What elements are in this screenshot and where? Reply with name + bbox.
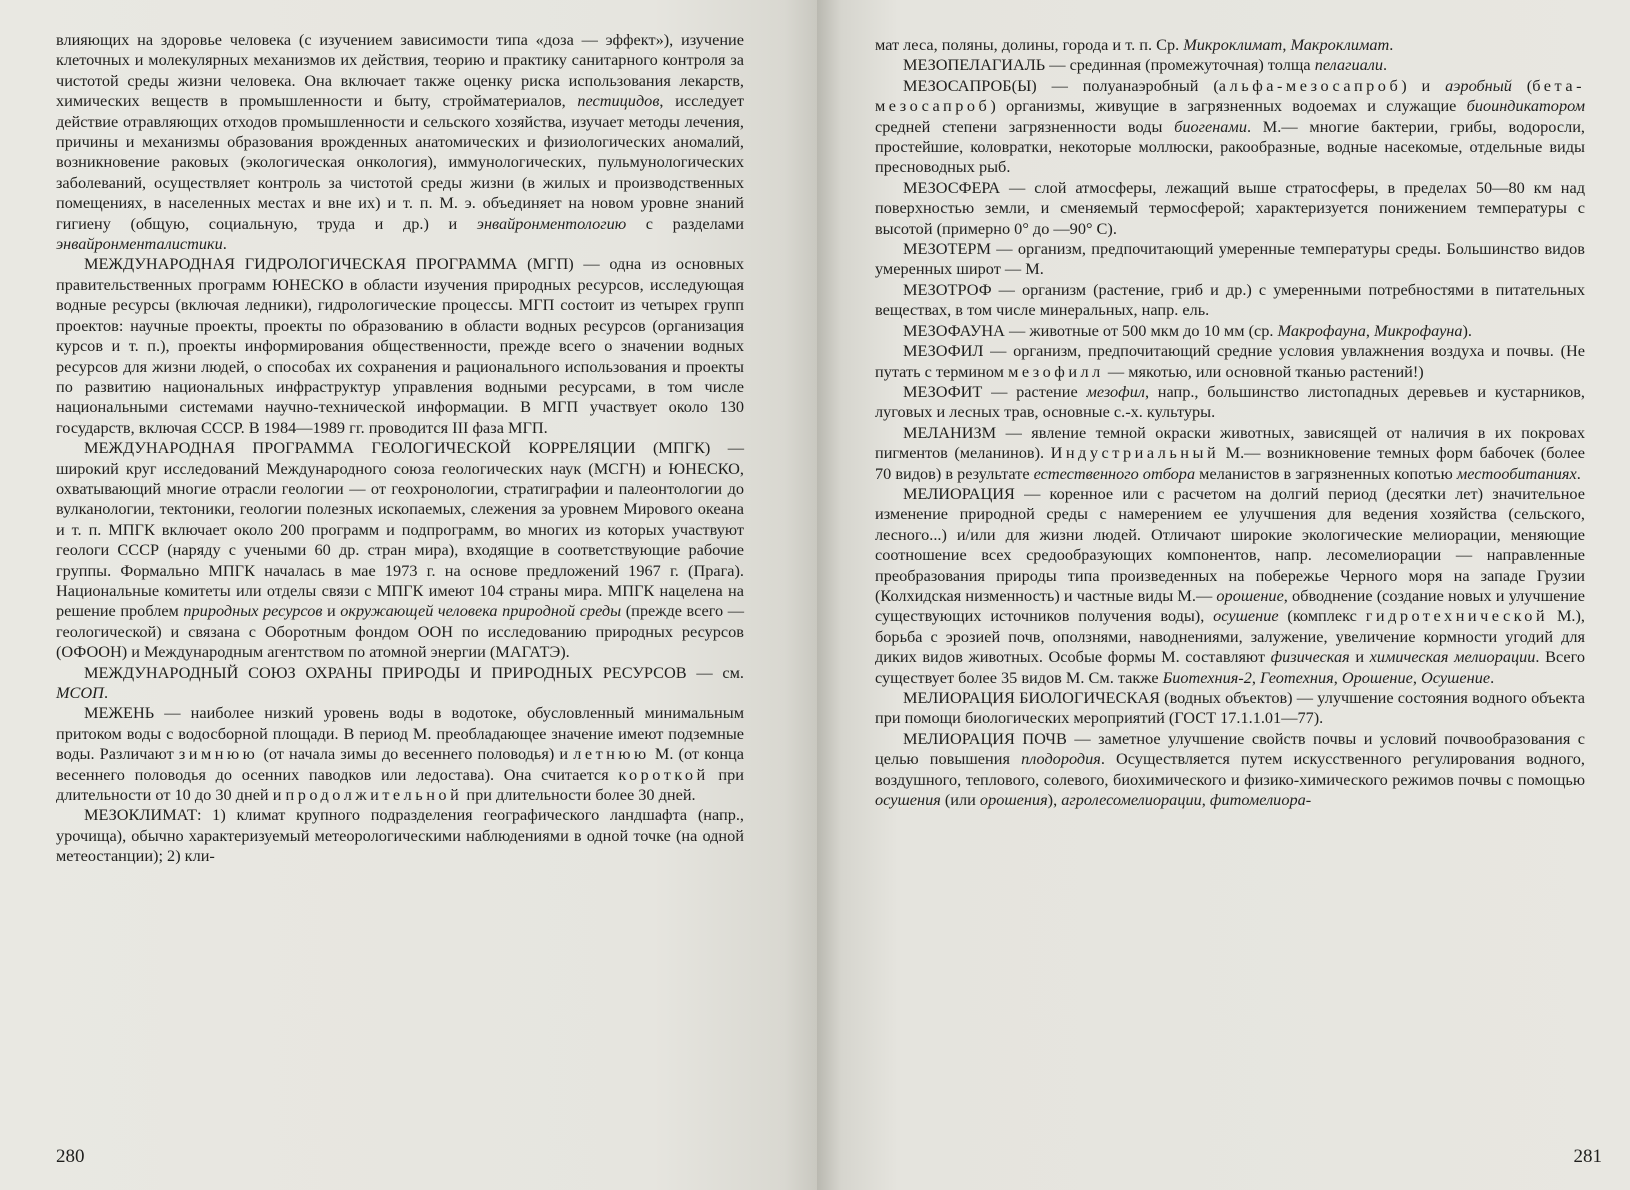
- right-page-text-column: [875, 35, 1585, 810]
- dictionary-entry: МЕЗОПЕЛАГИАЛЬ — срединная (промежуточная) толща пелагиали.: [903, 55, 1388, 75]
- dictionary-entry: МЕЛИОРАЦИЯ ПОЧВ — заметное улучшение свойств почвы и условий почвообразования с целью повышения плодородия. Осуществляется путем искусственного регулирования водного, воздушного, теплового, солевого, биохимического и физико-химического режимов почвы с помощью осушения (или орошения), агролесомелиорации, фитомелиора-: [875, 728, 1586, 810]
- dictionary-entry: МЕЗОТРОФ — организм (растение, гриб и др.) с умеренными потребностями в питательных веществах, в том числе минеральных, напр. ель.: [875, 279, 1585, 320]
- left-page-text-column: [56, 30, 744, 867]
- dictionary-entry: МЕЗОСАПРОБ(Ы) — полуанаэробный (альфа-мезосапроб) и аэробный (бета-мезосапроб) организмы, живущие в загрязненных водоемах и служащие биоиндикатором средней степени загрязненности воды биогенами. М.— многие бактерии, грибы, водоросли, простейшие, коловратки, некоторые моллюски, ракообразные, водные насекомые, отдельные виды пресноводных рыб.: [875, 75, 1585, 177]
- dictionary-entry: МЕЖДУНАРОДНЫЙ СОЮЗ ОХРАНЫ ПРИРОДЫ И ПРИРОДНЫХ РЕСУРСОВ — см. МСОП.: [56, 662, 744, 702]
- right-page: [817, 0, 1630, 1190]
- continued-text: мат леса, поляны, долины, города и т. п. Ср. Микроклимат, Макроклимат.: [875, 35, 1394, 54]
- dictionary-entry: МЕЖДУНАРОДНАЯ ПРОГРАММА ГЕОЛОГИЧЕСКОЙ КОРРЕЛЯЦИИ (МПГК) — широкий круг исследований Международного союза геологических наук (МСГН) и ЮНЕСКО, охватывающий многие отрасли геологии — от геохронологии, стратиграфии и палеонтологии до вулканологии, тектоники, геологии полезных ископаемых, слежения за уровнем Мирового океана и т. п. МПГК включает около 200 программ и подпрограмм, во многих из которых участвуют геологи СССР (наряду с учеными 60 др. стран мира), входящие в соответствующие рабочие группы. Формально МПГК началась в мае 1973 г. на основе предложений 1967 г. (Прага). Национальные комитеты или отделы связи с МПГК имеют 104 страны мира. МПГК нацелена на решение проблем природных ресурсов и окружающей человека природной среды (прежде всего — геологической) и связана с Оборотным фондом ООН по исследованию природных ресурсов (ОФООН) и Международным агентством по атомной энергии (МАГАТЭ).: [56, 438, 744, 662]
- page-number-left: 280: [56, 1146, 85, 1167]
- page-number-right: 281: [1573, 1146, 1602, 1167]
- continued-text: влияющих на здоровье человека (с изучением зависимости типа «доза — эффект»), изучение клеточных и молекулярных механизмов их действия, теорию и практику санитарного контроля за чистотой среды жизни человека. Она включает также оценку риска использования лекарств, химических веществ в промышленности и быту, стройматериалов, пестицидов, исследует действие отравляющих отходов промышленности и сельского хозяйства, изучает методы лечения, причины и механизмы образования врожденных анатомических и физиологических аномалий, возникновение раковых (экологическая онкология), иммунологических, пульмунологических заболеваний, осуществляет контроль за чистотой среды жизни (в жилых и производственных помещениях, в населенных местах и вне их) и т. п. М. э. объединяет на новом уровне знаний гигиену (общую, социальную, труда и др.) и энвайронментологию с разделами энвайронменталистики.: [56, 30, 745, 254]
- dictionary-entry: МЕЖЕНЬ — наиболее низкий уровень воды в водотоке, обусловленный минимальным притоком воды с водосборной площади. В период М. преобладающее значение имеют подземные воды. Различают зимнюю (от начала зимы до весеннего половодья) и летнюю М. (от конца весеннего половодья до осенних паводков или ледостава). Она считается короткой при длительности от 10 до 30 дней и продолжительной при длительности более 30 дней.: [56, 703, 744, 805]
- dictionary-entry: МЕЛИОРАЦИЯ БИОЛОГИЧЕСКАЯ (водных объектов) — улучшение состояния водного объекта при помощи биологических мероприятий (ГОСТ 17.1.1.01—77).: [875, 688, 1585, 728]
- dictionary-entry: МЕЗОФИЛ — организм, предпочитающий средние условия увлажнения воздуха и почвы. (Не путать с термином мезофилл — мякотью, или основной тканью растений!): [875, 341, 1585, 381]
- dictionary-entry: МЕЗОКЛИМАТ: 1) климат крупного подразделения географического ландшафта (напр., урочища), обычно характеризуемый метеорологическими наблюдениями в одной точке (на одной метеостанции); 2) кли-: [56, 805, 744, 866]
- dictionary-entry: МЕЗОФИТ — растение мезофил, напр., большинство листопадных деревьев и кустарников, луговых и лесных трав, основные с.-х. культуры.: [875, 381, 1585, 422]
- dictionary-entry: МЕЖДУНАРОДНАЯ ГИДРОЛОГИЧЕСКАЯ ПРОГРАММА (МГП) — одна из основных правительственных программ ЮНЕСКО в области изучения природных ресурсов, исследующая водные ресурсы (включая ледники), гидрологические процессы. МГП состоит из четырех групп проектов: научные проекты, проекты по образованию в области водных ресурсов (организация курсов и т. п.), проекты информирования общественности, прежде всего о значении водных ресурсов для жизни людей, о способах их сохранения и рационального использования и проекты по развитию национальных инфраструктур управления водными ресурсами, в том числе национальными системами научно-технической информации. В МГП участвует около 130 государств, включая СССР. В 1984—1989 гг. проводится III фаза МГП.: [56, 254, 744, 437]
- dictionary-entry: МЕЛАНИЗМ — явление темной окраски животных, зависящей от наличия в их покровах пигментов (меланинов). Индустриальный М.— возникновение темных форм бабочек (более 70 видов) в результате естественного отбора меланистов в загрязненных копотью местообитаниях.: [875, 422, 1585, 483]
- dictionary-entry: МЕЗОТЕРМ — организм, предпочитающий умеренные температуры среды. Большинство видов умеренных широт — М.: [875, 239, 1585, 279]
- dictionary-entry: МЕЗОСФЕРА — слой атмосферы, лежащий выше стратосферы, в пределах 50—80 км над поверхностью земли, и сменяемый термосферой; характеризуется понижением температуры с высотой (примерно 0° до —90° C).: [875, 177, 1585, 238]
- dictionary-entry: МЕЛИОРАЦИЯ — коренное или с расчетом на долгий период (десятки лет) значительное изменение природной среды с намерением ее улучшения для ведения хозяйства (сельского, лесного...) и/или для жизни людей. Отличают широкие экологические мелиорации, меняющие соотношение всех средообразующих компонентов, напр. лесомелиорации — направленные преобразования природы типа произведенных на побережье Черного моря на западе Грузии (Колхидская низменность) и частные виды М.— орошение, обводнение (создание новых и улучшение существующих источников получения воды), осушение (комплекс гидротехнической М.), борьба с эрозией почв, оползнями, наводнениями, залужение, увеличение кормности угодий для диких видов животных. Особые формы М. составляют физическая и химическая мелиорации. Всего существует более 35 видов М. См. также Биотехния-2, Геотехния, Орошение, Осушение.: [875, 483, 1586, 687]
- dictionary-entry: МЕЗОФАУНА — животные от 500 мкм до 10 мм (ср. Макрофауна, Микрофауна).: [903, 320, 1473, 340]
